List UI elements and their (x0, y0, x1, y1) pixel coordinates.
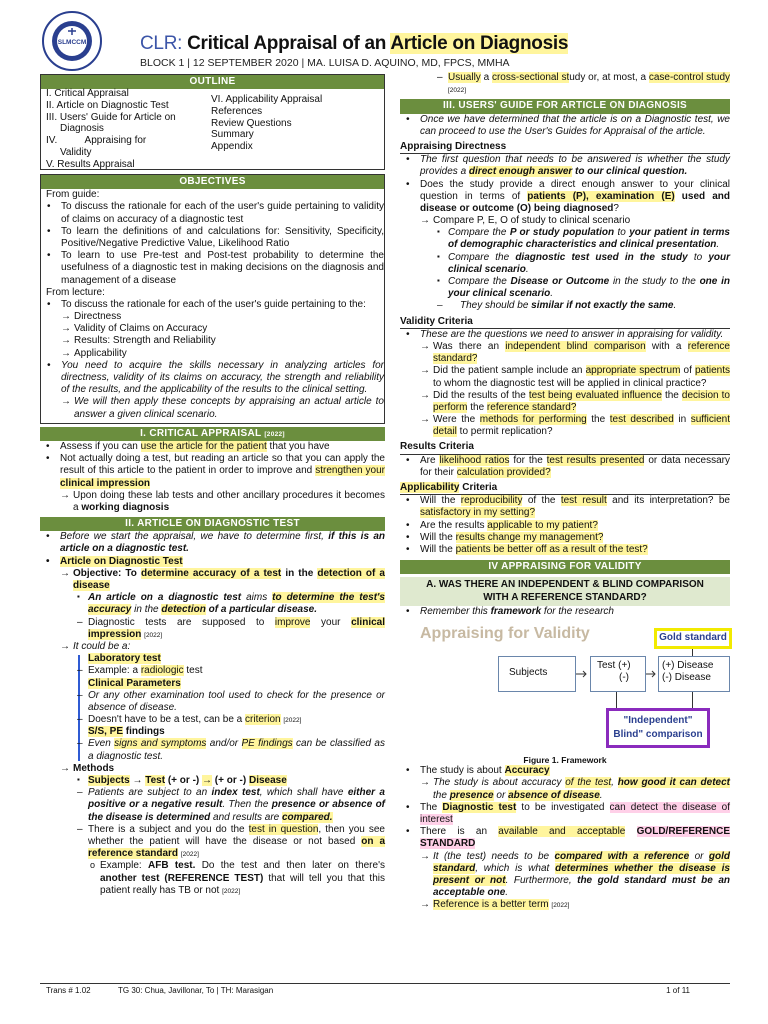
results-item: • Are likelihood ratios for the test results presented or data necessary for their calculation provided? (400, 455, 730, 479)
outline-item: References (211, 105, 263, 117)
article-header: II. ARTICLE ON DIAGNOSTIC TEST (40, 517, 385, 531)
article-subitem: → It could be a: (40, 641, 385, 653)
outline-box (40, 74, 385, 170)
article-dash-item: – There is a subject and you do the test in question, then you see whether the patient will have the disease or not based on a reference standard [2022] (40, 824, 385, 861)
article-subsubitem: ▪ Subjects → Test (+ or -) → (+ or -) Disease (40, 775, 385, 787)
disease-positive-label: (+) Disease (662, 659, 714, 671)
objective-item: • To learn the definitions of and calculations for: Sensitivity, Specificity, Positive/Negative Predictive Value, Likelihood Ratio (41, 226, 384, 250)
list-heading: Laboratory test (88, 653, 161, 665)
from-lecture-label: From lecture: (46, 286, 105, 298)
header (40, 8, 740, 70)
from-guide-label: From guide: (46, 189, 100, 201)
outline-item: Appendix (211, 141, 253, 153)
article-dash-item: – Patients are subject to an index test, which shall have either a positive or a negative result. Then the presence or absence of the disease is determined and results are compared. (40, 787, 385, 824)
connector-line (692, 649, 693, 656)
applicability-item: • Will the patients be better off as a result of the test? (400, 544, 730, 556)
arrow-right-icon (646, 670, 658, 678)
validity-subitem: → Did the results of the test being evaluated influence the decision to perform the reference standard? (400, 390, 730, 414)
applicability-subheading: Applicability Criteria (400, 482, 730, 495)
appraising-item: • The Diagnostic test to be investigated can detect the disease of interest (400, 802, 730, 826)
directness-item: • The first question that needs to be answered is whether the study provides a direct enough answer to our clinical question. (400, 154, 730, 178)
appraising-item: • Remember this framework for the research (400, 606, 730, 618)
outline-item: Summary (211, 129, 254, 141)
appraising-subitem: → Reference is a better term [2022] (400, 899, 730, 911)
users-item: • Once we have determined that the article is on a Diagnostic test, we can proceed to use the User's Guides for Appraisal of the article. (400, 114, 730, 138)
objective-subitem: → Validity of Claims on Accuracy (41, 323, 384, 335)
subjects-box: Subjects (498, 656, 576, 692)
test-negative-label: (-) (619, 672, 629, 684)
independent-label: "Independent" (623, 714, 693, 726)
article-dash-item: – Example: a radiologic test (40, 665, 385, 677)
applicability-item: • Will the results change my management? (400, 532, 730, 544)
test-positive-label: Test (+) (597, 659, 631, 671)
article-subitem: → Methods (40, 763, 385, 775)
applicability-item: • Will the reproducibility of the test result and its interpretation? be satisfactory in my setting? (400, 495, 730, 519)
results-subheading: Results Criteria (400, 441, 730, 454)
appraising-item: • The study is about Accuracy (400, 765, 730, 777)
blind-comparison-box (606, 708, 710, 748)
arrow-right-icon (576, 670, 590, 678)
appraising-item: • There is an available and acceptable GOLD/REFERENCE STANDARD (400, 826, 730, 850)
page-title: CLR: Critical Appraisal of an Article on Diagnosis (140, 33, 569, 54)
directness-dash-item: – They should be similar if not exactly the same. (400, 300, 730, 312)
page-footer (40, 983, 730, 995)
article-circle-item: o Example: AFB test. Do the test and then later on there's another test (REFERENCE TEST) that will tell you that this patient really has TB or not [2022] (40, 860, 385, 897)
framework-figure (400, 622, 730, 752)
outline-item: VI. Applicability Appraisal (211, 94, 323, 105)
directness-subsubitem: ▪ Compare the diagnostic test used in the study to your clinical scenario. (400, 252, 730, 276)
figure-caption: Figure 1. Framework (523, 754, 607, 765)
gold-standard-box: Gold standard (654, 628, 732, 649)
svg-text:SLMCCM: SLMCCM (57, 39, 87, 46)
article-dash-item: – Doesn't have to be a test, can be a criterion [2022] (40, 714, 385, 726)
directness-subsubitem: ▪ Compare the P or study population to your patient in terms of demographic characteristics and clinical presentation. (400, 227, 730, 251)
continued-dash-item: – Usually a cross-sectional study or, at most, a case-control study [2022] (400, 72, 730, 96)
validity-item: • These are the questions we need to answer in appraising for validity. (400, 329, 730, 341)
directness-item: • Does the study provide a direct enough answer to your clinical question in terms of patients (P), examination (E) used and disease or outcome (O) being diagnosed? (400, 179, 730, 216)
users-guide-header: III. USERS' GUIDE FOR ARTICLE ON DIAGNOSIS (400, 99, 730, 113)
page-subtitle: BLOCK 1 | 12 SEPTEMBER 2020 | MA. LUISA D. AQUINO, MD, FPCS, MMHA (140, 57, 510, 69)
validity-subitem: → Was there an independent blind comparison with a reference standard? (400, 341, 730, 365)
article-dash-item: – Even signs and symptoms and/or PE findings can be classified as a diagnostic test. (40, 738, 385, 762)
outline-left-list (46, 88, 206, 171)
objectives-header: OBJECTIVES (41, 175, 384, 189)
critical-appraisal-header: I. CRITICAL APPRAISAL [2022] (40, 427, 385, 441)
article-item: • Article on Diagnostic Test (40, 556, 385, 568)
list-heading: Clinical Parameters (88, 677, 181, 689)
objective-subitem: → Applicability (41, 348, 384, 360)
test-box (590, 656, 646, 692)
outline-item: III. Users' Guide for Article on (46, 111, 176, 123)
validity-subitem: → Were the methods for performing the test described in sufficient detail to permit replication? (400, 414, 730, 438)
outline-item: II. Article on Diagnostic Test (46, 99, 169, 111)
appraising-subitem: → It (the test) needs to be compared with a reference or gold standard, which is what determines whether the disease is present or not. Furthermore, the gold standard must be an acceptable one. (400, 851, 730, 900)
objective-subitem: → Results: Strength and Reliability (41, 335, 384, 347)
critical-item: • Assess if you can use the article for the patient that you have (40, 441, 385, 453)
figure-title: Appraising for Validity (420, 624, 590, 642)
critical-item: • Not actually doing a test, but reading an article so that you can apply the result of this article to the patient in order to improve and strengthen your clinical impression (40, 453, 385, 490)
directness-subsubitem: ▪ Compare the Disease or Outcome in the study to the one in your clinical scenario. (400, 276, 730, 300)
critical-subitem: → Upon doing these lab tests and other ancillary procedures it becomes a working diagnosis (40, 490, 385, 514)
directness-subheading: Appraising Directness (400, 141, 730, 154)
objectives-box (40, 174, 385, 424)
appraising-validity-header: IV APPRAISING FOR VALIDITY (400, 560, 730, 574)
outline-header: OUTLINE (41, 75, 384, 89)
objective-item: • To discuss the rationale for each of the user's guide pertaining to validity of claims on accuracy of a diagnostic test (41, 201, 384, 225)
outline-item: Review Questions (211, 117, 292, 129)
left-column (40, 74, 385, 897)
outline-item: Diagnosis (60, 123, 104, 135)
appraising-subitem: → The study is about accuracy of the test, how good it can detect the presence or absence of disease. (400, 777, 730, 801)
right-column (400, 72, 730, 911)
disease-negative-label: (-) Disease (662, 672, 711, 684)
outline-right-list (211, 94, 381, 153)
objective-item: • To learn to use Pre-test and Post-test probability to determine the usefulness of a diagnostic test in making decisions on the diagnosis and management of a disease (41, 250, 384, 287)
disease-box (658, 656, 730, 692)
article-subsubitem: ▪ An article on a diagnostic test aims to determine the test's accuracy in the detection of a particular disease. (40, 592, 385, 616)
objective-subitem: → Directness (41, 311, 384, 323)
outline-item: I. Critical Appraisal (46, 88, 129, 99)
list-heading: S/S, PE findings (88, 726, 165, 738)
article-item: • Before we start the appraisal, we have to determine first, if this is an article on a diagnostic test. (40, 531, 385, 555)
article-dash-item: – Diagnostic tests are supposed to improve your clinical impression [2022] (40, 617, 385, 641)
footer-page-number: 1 of 11 (666, 986, 690, 995)
blind-comparison-label: Blind" comparison (613, 728, 703, 740)
objective-subitem: → We will then apply these concepts by appraising an actual article to answer a given clinical scenario. (41, 396, 384, 420)
outline-item: V. Results Appraisal (46, 158, 135, 170)
could-be-list (40, 653, 385, 763)
objective-item: • You need to acquire the skills necessary in analyzing articles for directness, validity of its claims on accuracy, the strength and reliability of the results, and the applicability of the results to the clinical setting. (41, 360, 384, 397)
validity-subitem: → Did the patient sample include an appropriate spectrum of patients to whom the diagnostic test will be applied in clinical practice? (400, 365, 730, 389)
outline-item: IV. Appraising for (46, 135, 147, 147)
outline-item: Validity (60, 146, 92, 158)
article-dash-item: – Or any other examination tool used to check for the presence or absence of disease. (40, 690, 385, 714)
appraising-subheader: A. WAS THERE AN INDEPENDENT & BLIND COMPARISON WITH A REFERENCE STANDARD? (400, 577, 730, 605)
school-seal-icon (40, 10, 118, 72)
directness-subitem: → Compare P, E, O of study to clinical scenario (400, 215, 730, 227)
footer-trans: Trans # 1.02 (46, 986, 91, 995)
objective-item: • To discuss the rationale for each of the user's guide pertaining to the: (41, 299, 384, 311)
footer-group: TG 30: Chua, Javillonar, To | TH: Marasigan (118, 986, 274, 995)
validity-subheading: Validity Criteria (400, 316, 730, 329)
applicability-item: • Are the results applicable to my patient? (400, 520, 730, 532)
article-subitem: → Objective: To determine accuracy of a test in the detection of a disease (40, 568, 385, 592)
